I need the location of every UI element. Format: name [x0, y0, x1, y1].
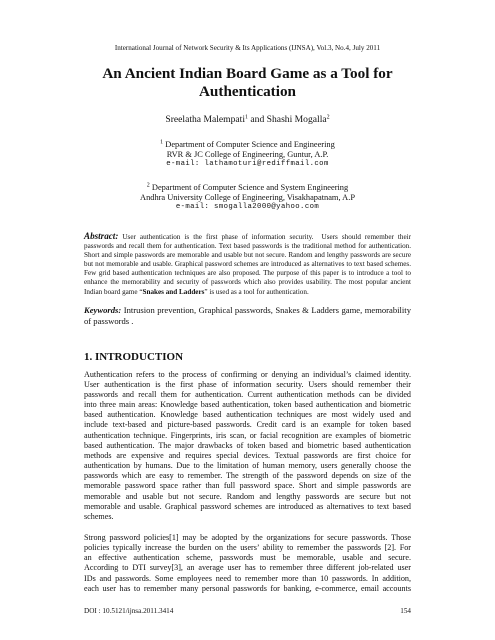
footer-doi: DOI : 10.5121/ijnsa.2011.3414 — [84, 607, 174, 615]
intro-paragraph-1 — [84, 370, 411, 522]
intro-p1-line: include text-based and picture-based passwords. Credit card is an example for token based — [84, 420, 411, 430]
paper-title — [84, 65, 411, 101]
abstract-line-1: User authentication is the first phase of information security. Users should remember their — [118, 233, 411, 241]
intro-p1-line: into three main areas: Knowledge based authentication, token based authentication and biometric — [84, 400, 411, 410]
keywords — [84, 304, 414, 327]
intro-p2-line: Strong password policies[1] may be adopted by the organizations for secure passwords. Those — [84, 533, 411, 542]
intro-p2-line: IDs and passwords. Some employees need to remember more than 10 passwords. In addition, — [84, 573, 411, 583]
author-2-affil-mark: 2 — [326, 114, 330, 121]
intro-p1-line: based authentication. The major drawbacks of token based and biometric based authentication — [84, 440, 411, 450]
intro-p1-line: memorable password space rather than full password space. Short and simple passwords are — [84, 481, 411, 491]
author-2: Shashi Mogalla — [266, 114, 327, 125]
abstract-label: Abstract: — [84, 231, 119, 241]
title-line-1: An Ancient Indian Board Game as a Tool for — [102, 65, 393, 82]
intro-p1-line: passwords and recall them for authentication. Current authentication methods can be divided — [84, 389, 411, 399]
intro-paragraph-2 — [84, 533, 411, 594]
affiliation-2-dept-line — [84, 183, 411, 193]
affiliation-1 — [84, 140, 411, 169]
intro-p1-line: authentication by humans. Due to the limitation of human memory, users generally choose the — [84, 461, 411, 471]
affiliation-2-dept: Department of Computer Science and System Engineering — [149, 183, 349, 192]
author-list — [84, 114, 411, 126]
affiliation-2 — [84, 183, 411, 212]
intro-p2-line: each user has to remember many personal passwords for banking, e-commerce, email accounts — [84, 583, 411, 593]
section-heading-introduction: 1. INTRODUCTION — [84, 350, 184, 363]
affiliation-1-dept: Department of Computer Science and Engineering — [163, 140, 335, 149]
abstract-game-name: Snakes and Ladders — [142, 287, 205, 296]
title-line-2: Authentication — [198, 83, 297, 100]
keywords-text: Intrusion prevention, Graphical passwords, Snakes & Ladders game, memorability of passwords . — [84, 304, 414, 326]
intro-p1-line: passwords which are easy to remember. The strength of the password depends on size of the — [84, 471, 411, 481]
intro-p2-line: policies typically increase the burden on the users’ ability to remember the passwords [2]. For — [84, 543, 411, 553]
author-1-affil-mark: 1 — [245, 114, 249, 121]
intro-p1-line: based authentication. Knowledge based authentication techniques are most widely used and — [84, 410, 411, 420]
abstract-body — [84, 242, 411, 297]
abstract-text: passwords and recall them for authentication. Text based passwords is the traditional method for authentication. Short and simple passwords are memorable and usable but not secure. Random and lengthy passwords are secure but not memorable and usable. Graphical password schemes are introduced as alternatives to text based schemes. Few grid based authentication techniques are also proposed. The purpose of this paper is to introduce a tool to enhance the memorability and security of passwords which also provides usability. The most popular ancient Indian board game “ — [84, 242, 411, 296]
journal-header: International Journal of Network Security & Its Applications (IJNSA), Vol.3, No.4, July 2011 — [114, 44, 381, 52]
affiliation-1-mark: 1 — [160, 139, 164, 146]
intro-p2-line: According to DTI survey[3], an average user has to remember three different job-related user — [84, 563, 411, 573]
affiliation-1-college: RVR & JC College of Engineering, Guntur, A.P. — [166, 150, 329, 159]
intro-p1-line: authentication technique. Fingerprints, iris scan, or facial recognition are examples of biometric — [84, 430, 411, 440]
intro-p1-line: memorable and usable but not secure. Random and lengthy passwords are secure but not — [84, 491, 411, 501]
footer-page-number: 154 — [400, 607, 411, 615]
affiliation-2-college: Andhra University College of Engineering, Visakhapatnam, A.P — [140, 193, 355, 202]
intro-p1-line: User authentication is the first phase of information security. Users should remember their — [84, 379, 411, 389]
affiliation-2-mark: 2 — [146, 182, 150, 189]
affiliation-1-dept-line — [84, 140, 411, 150]
affiliation-2-email: e-mail: smogalla2000@yahoo.com — [175, 203, 320, 211]
intro-p1-line: methods are expensive and requires special devices. Textual passwords are first choice for — [84, 450, 411, 460]
author-conjunction: and — [248, 114, 267, 125]
intro-p1-line: memorable and usable. Graphical password schemes are introduced as alternatives to text based — [84, 501, 411, 511]
abstract-first-line — [84, 232, 411, 242]
abstract — [84, 232, 411, 297]
abstract-end: ” is used as a tool for authentication. — [204, 287, 309, 296]
affiliation-1-email: e-mail: lathamoturi@rediffmail.com — [166, 160, 329, 168]
keywords-label: Keywords: — [84, 304, 122, 315]
author-1: Sreelatha Malempati — [165, 114, 246, 125]
intro-p1-line: Authentication refers to the process of confirming or denying an individual’s claimed identity. — [84, 369, 411, 379]
intro-p1-line: schemes. — [84, 511, 114, 521]
intro-p2-line: an effective authentication scheme, passwords must be memorable, usable and secure. — [84, 553, 411, 563]
